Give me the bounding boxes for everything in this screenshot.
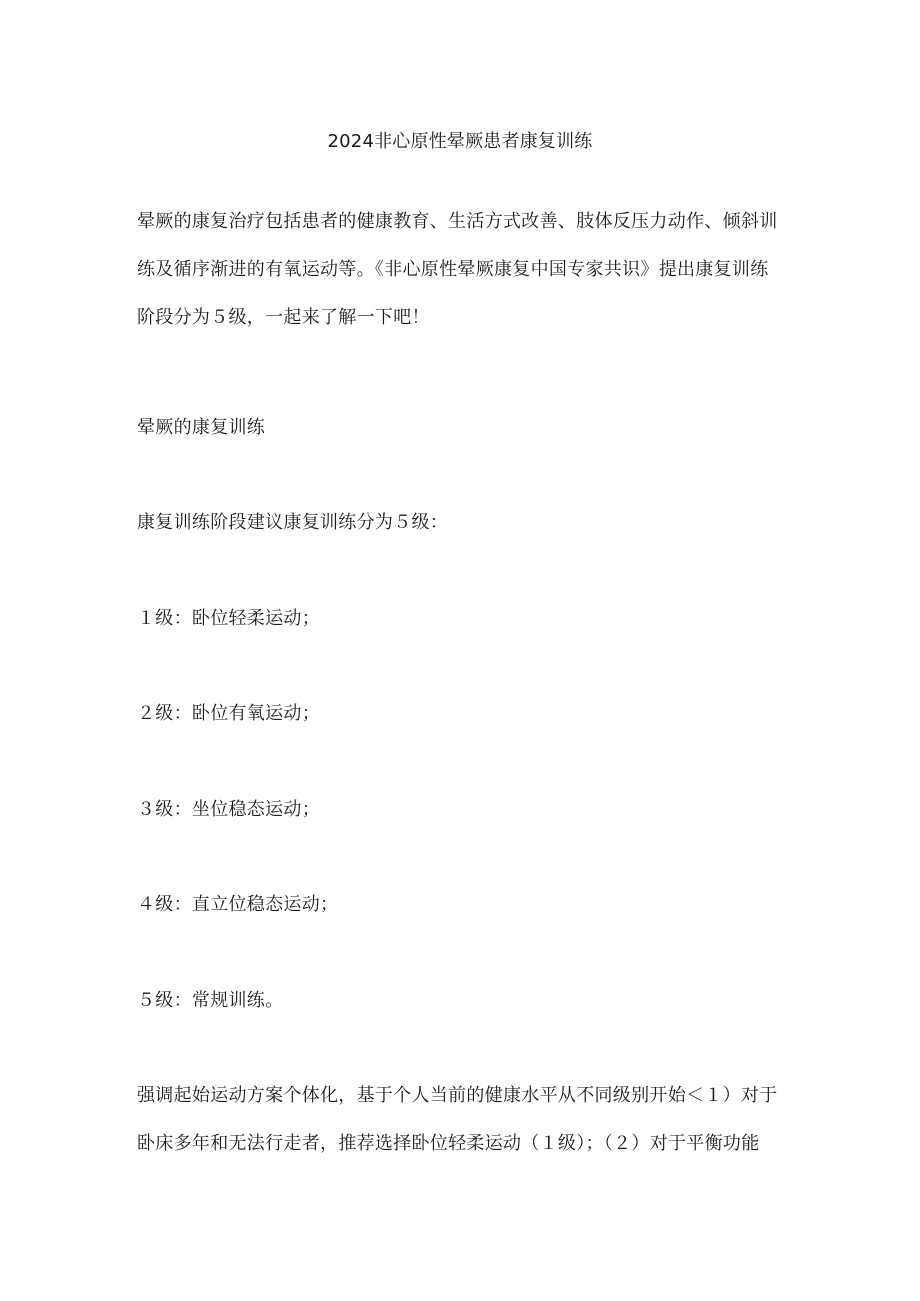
- level-item: ５级：常规训练。: [137, 990, 284, 1011]
- closing-line: 强调起始运动方案个体化，基于个人当前的健康水平从不同级别开始＜１）对于: [137, 1085, 778, 1106]
- closing-paragraph: [137, 1072, 797, 1168]
- intro-paragraph: [137, 198, 797, 342]
- closing-line: 卧床多年和无法行走者，推荐选择卧位轻柔运动（１级）；（２）对于平衡功能: [137, 1133, 760, 1154]
- document-title: 2024非心原性晕厥患者康复训练: [327, 131, 593, 152]
- section-heading: 晕厥的康复训练: [137, 417, 266, 438]
- intro-line: 晕厥的康复治疗包括患者的健康教育、生活方式改善、肢体反压力动作、倾斜训: [137, 211, 778, 232]
- stage-intro: 康复训练阶段建议康复训练分为５级：: [137, 512, 449, 533]
- intro-line: 练及循序渐进的有氧运动等。《非心原性晕厥康复中国专家共识》提出康复训练: [137, 259, 769, 280]
- level-item: ３级：坐位稳态运动；: [137, 799, 320, 820]
- level-item: ４级：直立位稳态运动；: [137, 894, 339, 915]
- level-item: １级：卧位轻柔运动；: [137, 608, 320, 629]
- level-item: ２级：卧位有氧运动；: [137, 703, 320, 724]
- intro-line: 阶段分为５级，一起来了解一下吧！: [137, 307, 430, 328]
